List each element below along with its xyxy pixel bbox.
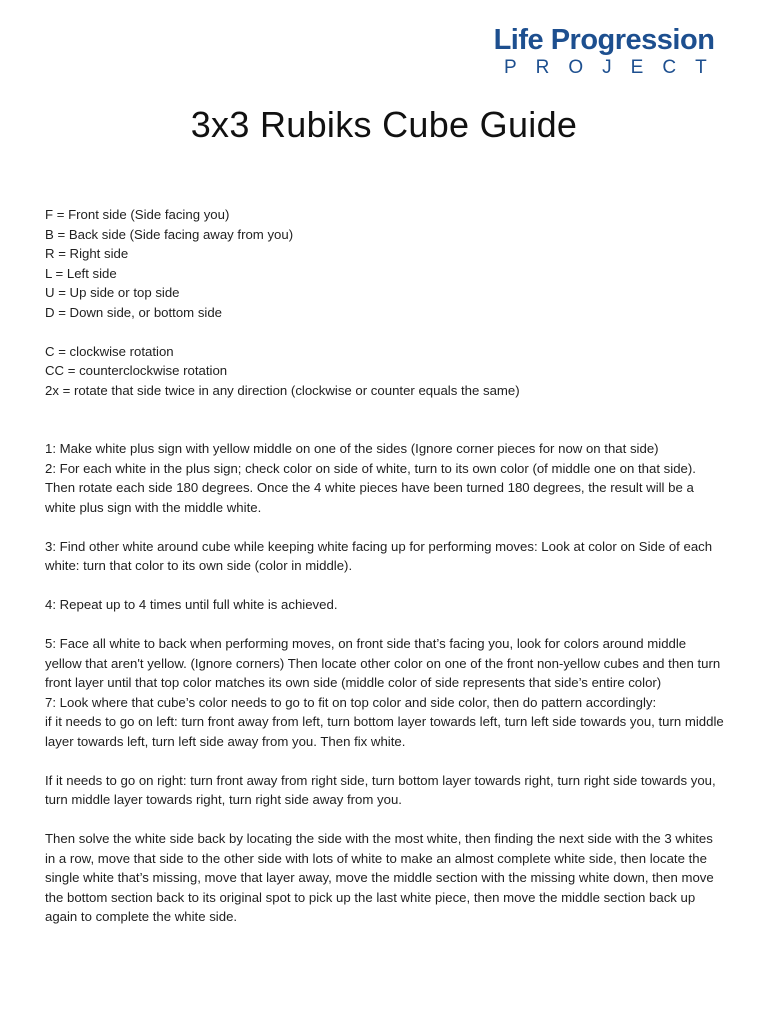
step-3: 3: Find other white around cube while keeping white facing up for performing moves: Look at color on Side of each white: turn that color to its own side (color in middle).: [45, 538, 713, 573]
step-4: 4: Repeat up to 4 times until full white is achieved.: [45, 597, 338, 612]
notation-left: L = Left side: [45, 265, 117, 281]
rotation-counterclockwise: CC = counterclockwise rotation: [45, 363, 228, 378]
step-1: 1: Make white plus sign with yellow middle on one of the sides (Ignore corner pieces for now on that side): [45, 441, 659, 456]
step-7-left: if it needs to go on left: turn front away from left, turn bottom layer towards left, turn left side towards you, turn middle layer towards left, turn left side away from you. Then fix white.: [45, 714, 724, 749]
notation-right: R = Right side: [45, 246, 129, 261]
step-7: 7: Look where that cube’s color needs to go to fit on top color and side color, then do pattern accordingly:: [45, 694, 657, 710]
logo-wordmark: Life Progression: [493, 24, 715, 56]
logo-subtitle: PROJECT: [504, 57, 726, 78]
notation-front: F = Front side (Side facing you): [45, 207, 230, 222]
step-7-right: If it needs to go on right: turn front away from right side, turn bottom layer towards right, turn right side towards you, turn middle layer towards right, turn right side away from you.: [45, 772, 716, 807]
page-title: 3x3 Rubiks Cube Guide: [190, 104, 578, 145]
rotation-twice: 2x = rotate that side twice in any direction (clockwise or counter equals the same): [45, 382, 520, 398]
rotation-clockwise: C = clockwise rotation: [45, 343, 174, 359]
steps-list: [45, 439, 725, 927]
step-2: 2: For each white in the plus sign; check color on side of white, turn to its own color (of middle one on that side). Then rotate each side 180 degrees. Once the 4 white pieces have been turned 180 degrees, the result will be a white plus sign with the middle white.: [45, 460, 696, 515]
final-step: Then solve the white side back by locating the side with the most white, then finding the next side with the 3 whites in a row, move that side to the other side with lots of white to make an almost complete white side, then locate the single white that’s missing, move that layer away, move the middle section with the missing white down, then move the bottom section back to its original spot to pick up the last white piece, then move the middle section back up again to complete the white side.: [45, 831, 714, 924]
notation-up: U = Up side or top side: [45, 285, 180, 300]
notation-list: [45, 205, 725, 322]
brand-logo: [488, 24, 726, 79]
rotation-list: [45, 342, 725, 401]
notation-back: B = Back side (Side facing away from you): [45, 226, 294, 242]
step-5: 5: Face all white to back when performing moves, on front side that’s facing you, look for colors around middle yellow that aren't yellow. (Ignore corners) Then locate other color on one of the front non-yellow cubes and then turn front layer until that top color matches its own side (middle color of side represents that side’s entire color): [45, 636, 721, 690]
guide-content: [45, 205, 725, 927]
notation-down: D = Down side, or bottom side: [45, 304, 223, 320]
